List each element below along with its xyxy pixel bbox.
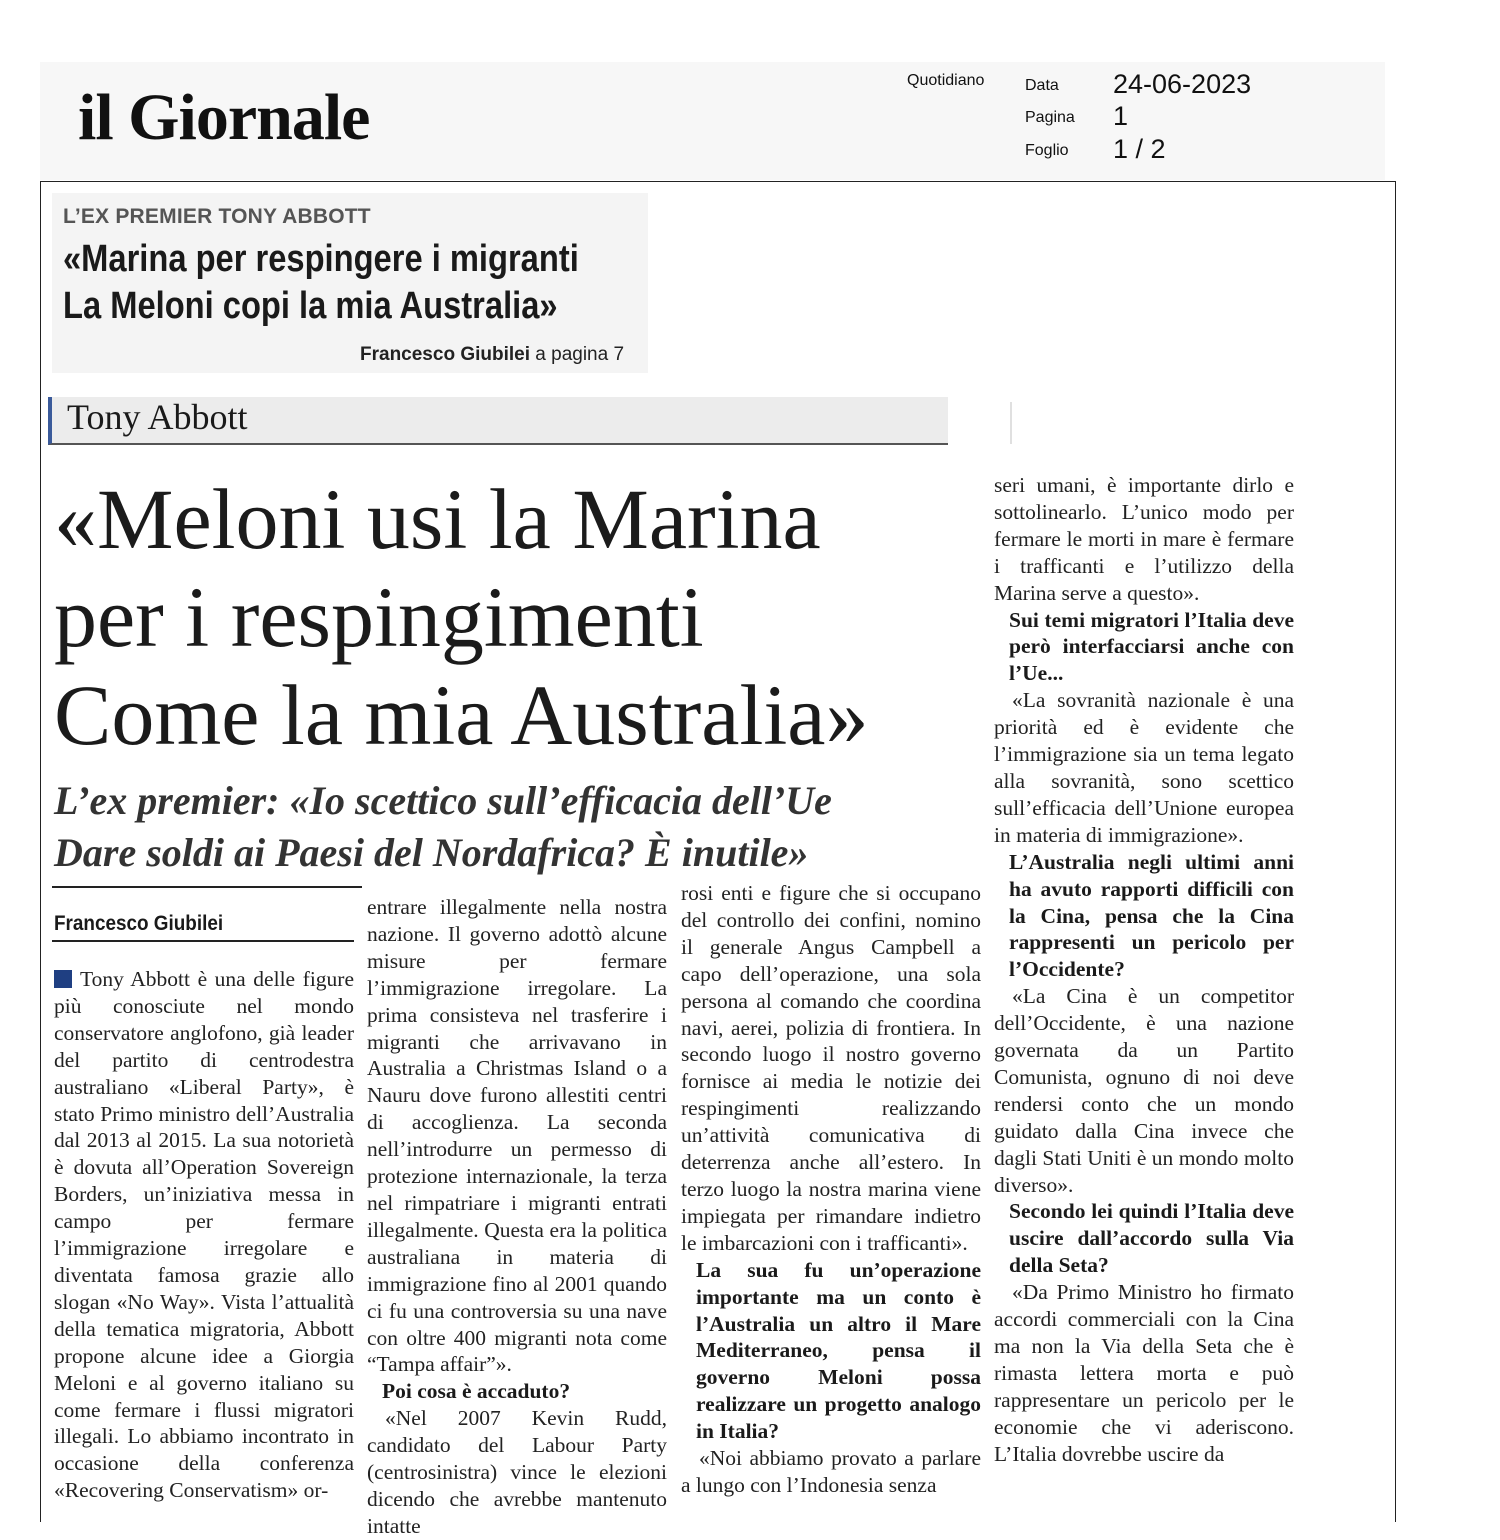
col4-paragraph-4: «Da Primo Ministro ho firmato accordi commerciali con la Cina ma non la Via della Seta che è rimasta lettera morta e può rappresentare un pericolo per le economie che vi aderiscono. L’Italia dovrebbe uscire da <box>994 1280 1294 1466</box>
headline-line-3: Come la mia Australia» <box>54 667 869 763</box>
teaser-title-line-1: «Marina per respingere i migranti <box>63 238 579 280</box>
page-label: Pagina <box>1025 109 1075 126</box>
col1-paragraph-1: Tony Abbott è una delle figure più conosciute nel mondo conservatore anglofono, già leader del partito di centrodestra australiano «Liberal Party», è stato Primo ministro dell’Australia dal 2013 al 2015. La sua notorietà è dovuta all’Operation Sovereign Borders, un’iniziativa messa in campo per fermare l’immigrazione irregolare e diventata famosa grazie allo slogan «No Way». Vista l’attualità della tematica migratoria, Abbott propone alcune idee a Giorgia Meloni e al governo italiano su come fermare i flussi migratori illegali. Lo abbiamo incontrato in occasione della conferenza «Recovering Conservatism» or- <box>54 967 354 1503</box>
teaser-kicker: L’EX PREMIER TONY ABBOTT <box>63 205 371 228</box>
article-column-2 <box>367 894 667 1538</box>
divider-mark <box>1010 402 1012 444</box>
headline-line-2: per i respingimenti <box>54 569 704 665</box>
col4-paragraph-2: «La sovranità nazionale è una priorità ed è evidente che l’immigrazione sia un tema legato alla sovranità, sono scettico sull’efficacia dell’Unione europea in materia di immigrazione». <box>994 688 1294 847</box>
paragraph-marker-icon <box>54 970 72 988</box>
teaser-ref-author: Francesco Giubilei <box>360 344 530 365</box>
article-subheadline <box>54 775 832 879</box>
date-label: Data <box>1025 77 1059 94</box>
sheet-label: Foglio <box>1025 142 1069 159</box>
byline-underline <box>52 940 354 942</box>
teaser-page-reference <box>360 344 624 366</box>
date-value: 24-06-2023 <box>1113 69 1252 99</box>
col2-question-1: Poi cosa è accaduto? <box>382 1379 571 1404</box>
article-column-4 <box>994 472 1294 1522</box>
byline: Francesco Giubilei <box>54 912 224 935</box>
col4-paragraph-1: seri umani, è importante dirlo e sottolinearlo. L’unico modo per fermare le morti in mare è fermare i trafficanti e l’utilizzo della Marina serve a questo». <box>994 473 1294 605</box>
teaser-title-line-2: La Meloni copi la mia Australia» <box>63 285 558 327</box>
article-column-3 <box>681 880 981 1520</box>
teaser-title <box>63 236 579 330</box>
subhead-line-1: L’ex premier: «Io scettico sull’efficacia dell’Ue <box>54 778 832 823</box>
col2-paragraph-2: «Nel 2007 Kevin Rudd, candidato del Labour Party (centrosinistra) vince le elezioni dicendo che avrebbe mantenuto intatte <box>367 1406 667 1538</box>
col3-paragraph-2: «Noi abbiamo provato a parlare a lungo con l’Indonesia senza <box>681 1446 981 1497</box>
publication-type: Quotidiano <box>907 72 985 89</box>
subhead-line-2: Dare soldi ai Paesi del Nordafrica? È inutile» <box>54 830 809 875</box>
section-label: Tony Abbott <box>67 397 248 437</box>
headline-line-1: «Meloni usi la Marina <box>54 471 821 567</box>
masthead-logo: il Giornale <box>78 81 370 154</box>
byline-rule <box>52 886 362 888</box>
article-column-1 <box>54 966 354 1526</box>
col4-question-1: Sui temi migratori l’Italia deve però interfacciarsi anche con l’Ue... <box>1009 607 1294 686</box>
col4-question-2: L’Australia negli ultimi anni ha avuto rapporti difficili con la Cina, pensa che la Cina rappresenti un pericolo per l’Occidente? <box>1009 849 1294 982</box>
col4-paragraph-3: «La Cina è un competitor dell’Occidente, è una nazione governata da un Partito Comunista, ognuno di noi deve rendersi conto che un mondo guidato dalla Cina invece che dagli Stati Uniti è un mondo molto diverso». <box>994 984 1294 1197</box>
page-value: 1 <box>1113 101 1129 131</box>
col4-question-3: Secondo lei quindi l’Italia deve uscire dall’accordo sulla Via della Seta? <box>1009 1199 1294 1278</box>
sheet-value: 1 / 2 <box>1113 134 1166 164</box>
teaser-ref-page: a pagina 7 <box>530 344 625 365</box>
article-headline <box>54 470 868 764</box>
col3-paragraph-1: rosi enti e figure che si occupano del controllo dei confini, nomino il generale Angus Campbell a capo dell’operazione, una sola persona al comando che coordina navi, aerei, polizia di frontiera. In secondo luogo il nostro governo fornisce ai media le notizie dei respingimenti realizzando un’attività comunicativa di deterrenza anche all’estero. In terzo luogo la nostra marina viene impiegata per rimandare indietro le imbarcazioni con i trafficanti». <box>681 881 981 1255</box>
col3-question-1: La sua fu un’operazione importante ma un conto è l’Australia un altro il Mare Mediterraneo, pensa il governo Meloni possa realizzare un progetto analogo in Italia? <box>696 1257 981 1444</box>
col2-paragraph-1: entrare illegalmente nella nostra nazione. Il governo adottò alcune misure per fermare l’immigrazione irregolare. La prima consisteva nel trasferire i migranti che arrivavano in Australia a Christmas Island o a Nauru dove furono allestiti centri di accoglienza. La seconda nell’introdurre un permesso di protezione internazionale, la terza nel rimpatriare i migranti entrati illegalmente. Questa era la politica australiana in materia di immigrazione fino al 2001 quando ci fu una controversia su una nave con oltre 400 migranti nota come “Tampa affair”». <box>367 895 667 1377</box>
